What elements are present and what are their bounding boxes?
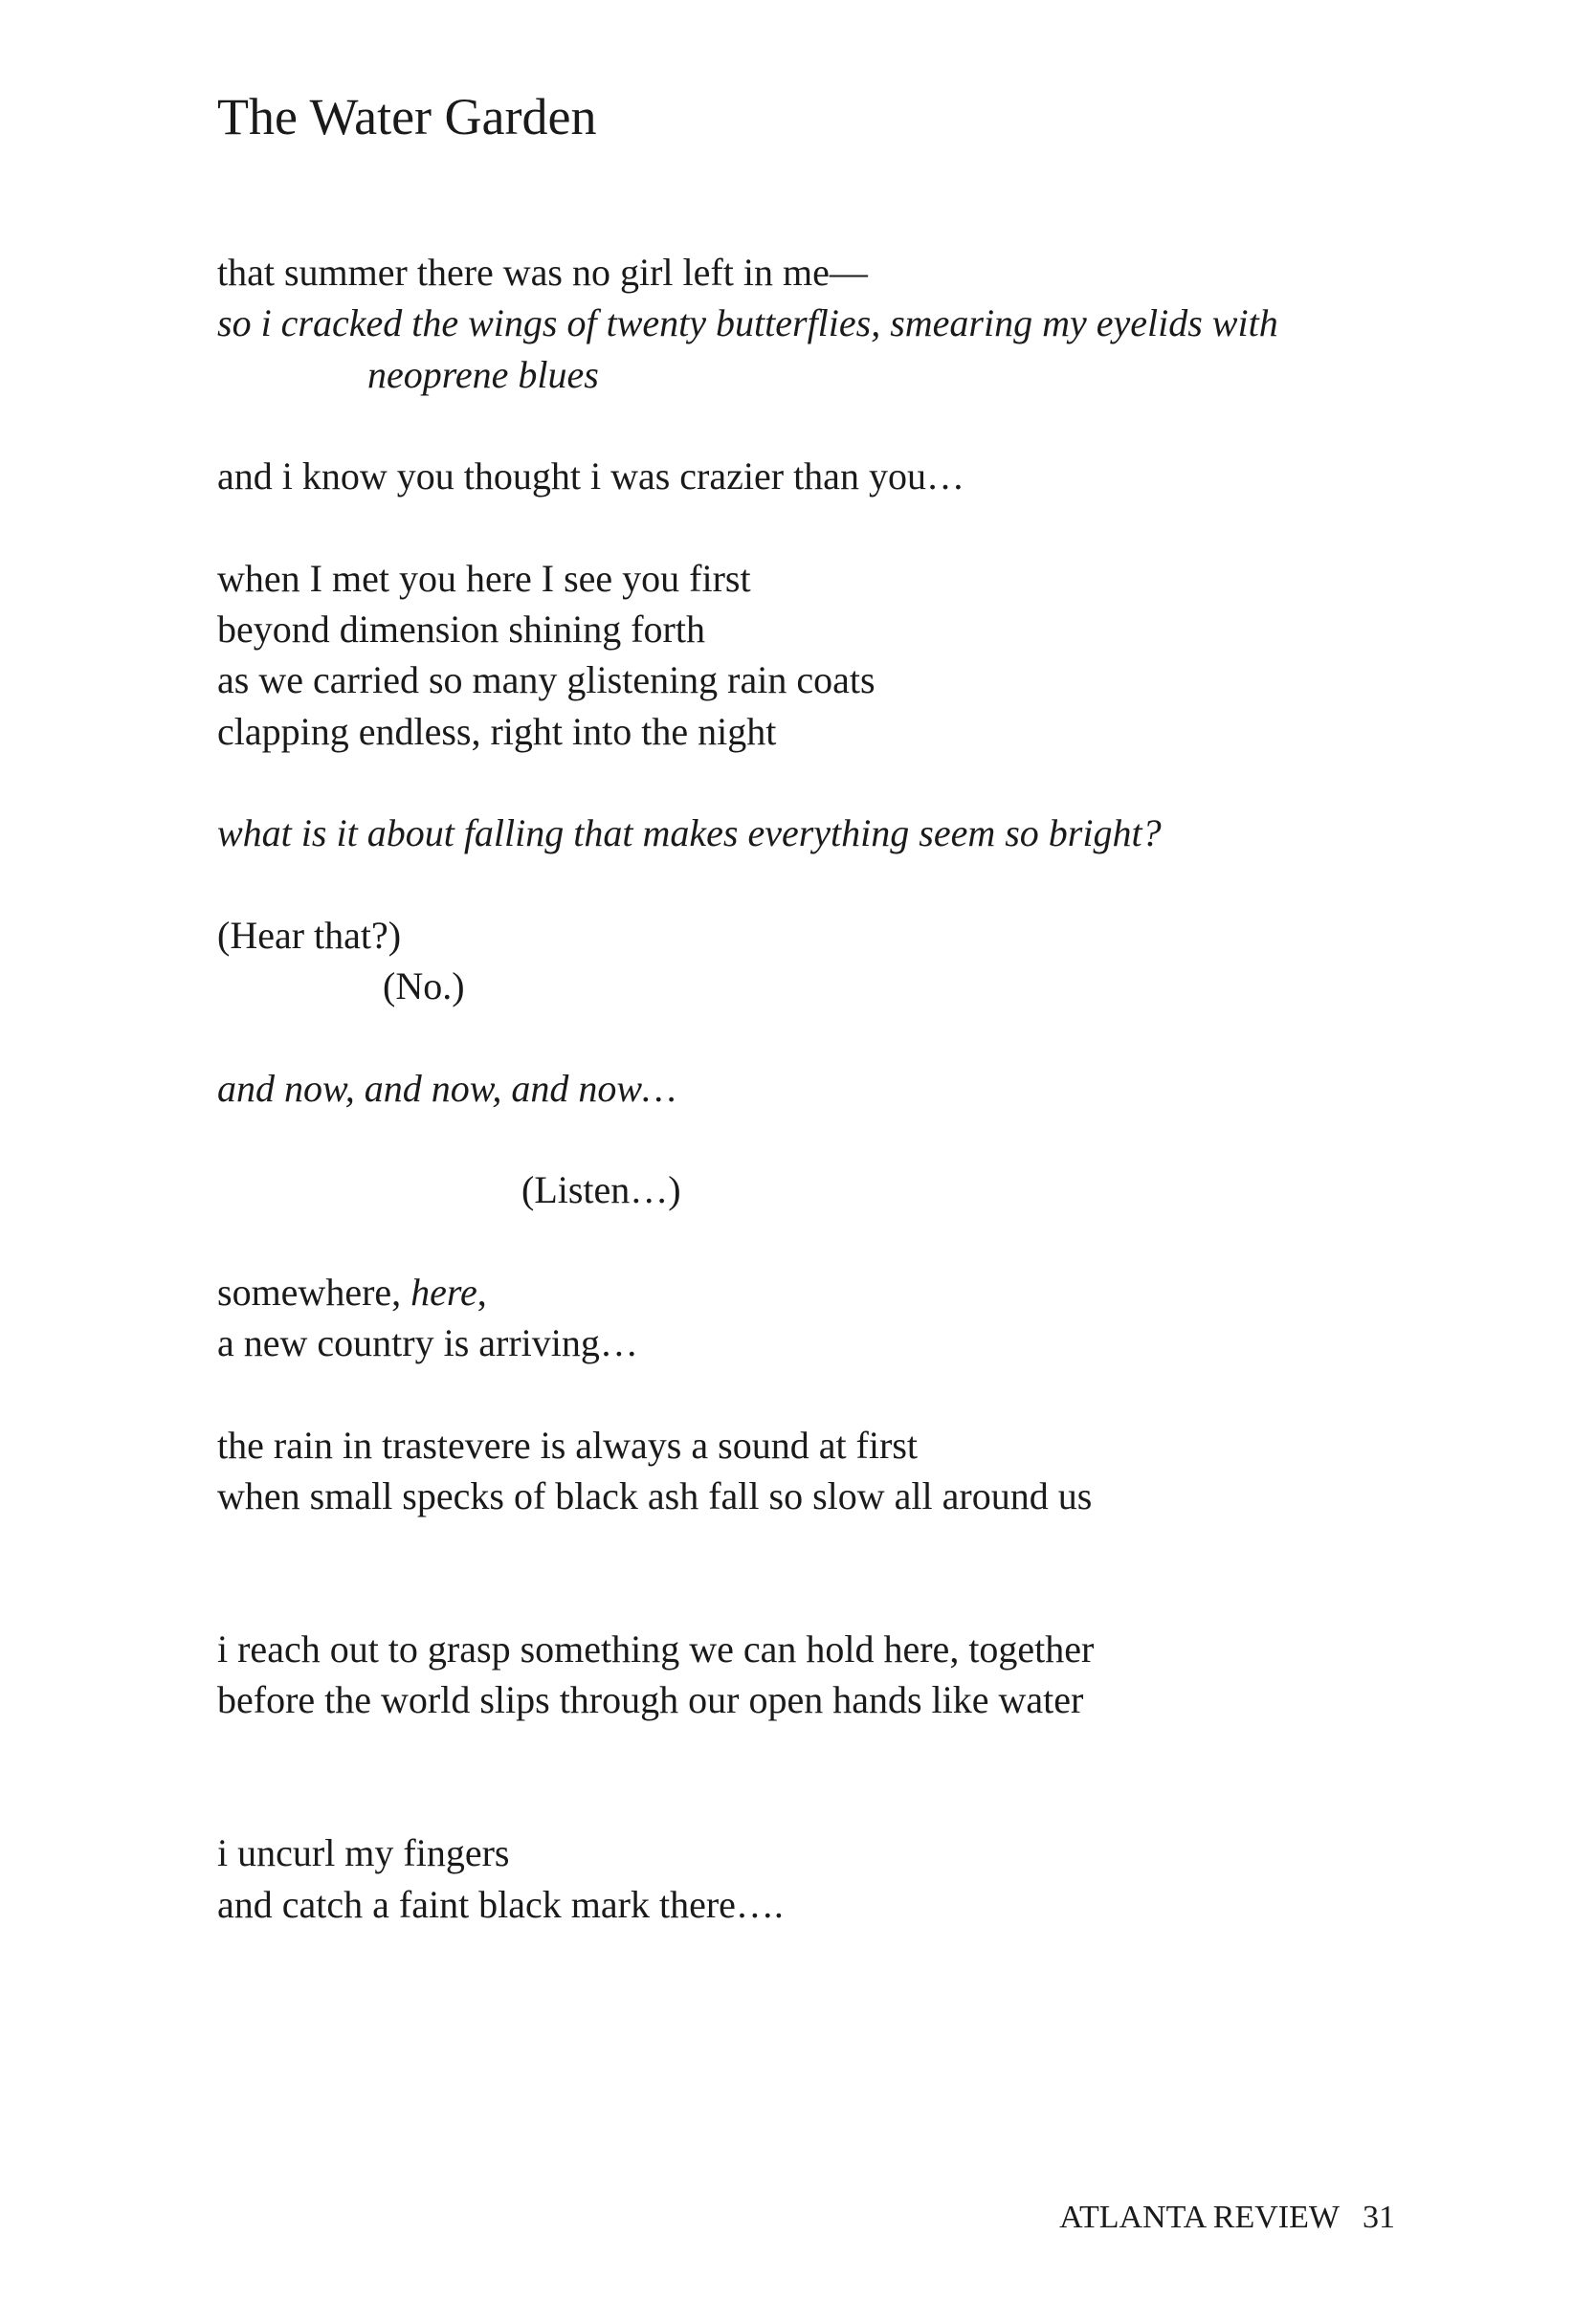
stanza-break xyxy=(217,859,1423,910)
stanza-break xyxy=(217,1369,1423,1420)
poem-line: i reach out to grasp something we can hold here, together xyxy=(217,1627,1095,1671)
poem-line: neoprene blues xyxy=(367,352,599,396)
poem-line: and now, and now, and now… xyxy=(217,1066,676,1110)
poem-line xyxy=(217,1267,1423,1317)
stanza-break xyxy=(217,1114,1423,1164)
poem-line: so i cracked the wings of twenty butterflies, smearing my eyelids with xyxy=(217,301,1278,345)
poem-title: The Water Garden xyxy=(217,88,597,145)
poem-line: the rain in trastevere is always a sound at first xyxy=(217,1423,918,1467)
page-number: 31 xyxy=(1363,2200,1395,2235)
stanza-break xyxy=(217,400,1423,451)
poem-line: (Hear that?) xyxy=(217,913,402,957)
poem-line: (No.) xyxy=(383,964,465,1008)
poem-line: as we carried so many glistening rain coats xyxy=(217,658,876,702)
poem-line: and i know you thought i was crazier than you… xyxy=(217,454,964,498)
poem-line: that summer there was no girl left in me— xyxy=(217,251,868,294)
running-footer xyxy=(1059,2197,1395,2239)
poem-text: somewhere, xyxy=(217,1270,411,1314)
poem-line: what is it about falling that makes everything seem so bright? xyxy=(217,811,1162,855)
journal-name: ATLANTA REVIEW xyxy=(1059,2200,1340,2235)
poem-line: when I met you here I see you first xyxy=(217,556,751,600)
poem-emphasis: here xyxy=(410,1270,477,1314)
stanza-break xyxy=(217,1521,1423,1624)
poem-line: a new country is arriving… xyxy=(217,1321,638,1365)
poem-line: i uncurl my fingers xyxy=(217,1831,510,1875)
poem-line: beyond dimension shining forth xyxy=(217,608,705,652)
poem-line: clapping endless, right into the night xyxy=(217,709,777,753)
stanza-break xyxy=(217,757,1423,808)
poem-line: and catch a faint black mark there…. xyxy=(217,1882,784,1926)
stanza-break xyxy=(217,1726,1423,1828)
stanza-break xyxy=(217,501,1423,552)
poem-body xyxy=(217,247,1423,1930)
stanza-break xyxy=(217,1011,1423,1062)
poem-line: when small specks of black ash fall so slow all around us xyxy=(217,1474,1093,1518)
poem-text: , xyxy=(477,1270,487,1314)
poem-line: before the world slips through our open hands like water xyxy=(217,1678,1084,1722)
stanza-break xyxy=(217,1216,1423,1267)
poem-line: (Listen…) xyxy=(521,1168,681,1212)
